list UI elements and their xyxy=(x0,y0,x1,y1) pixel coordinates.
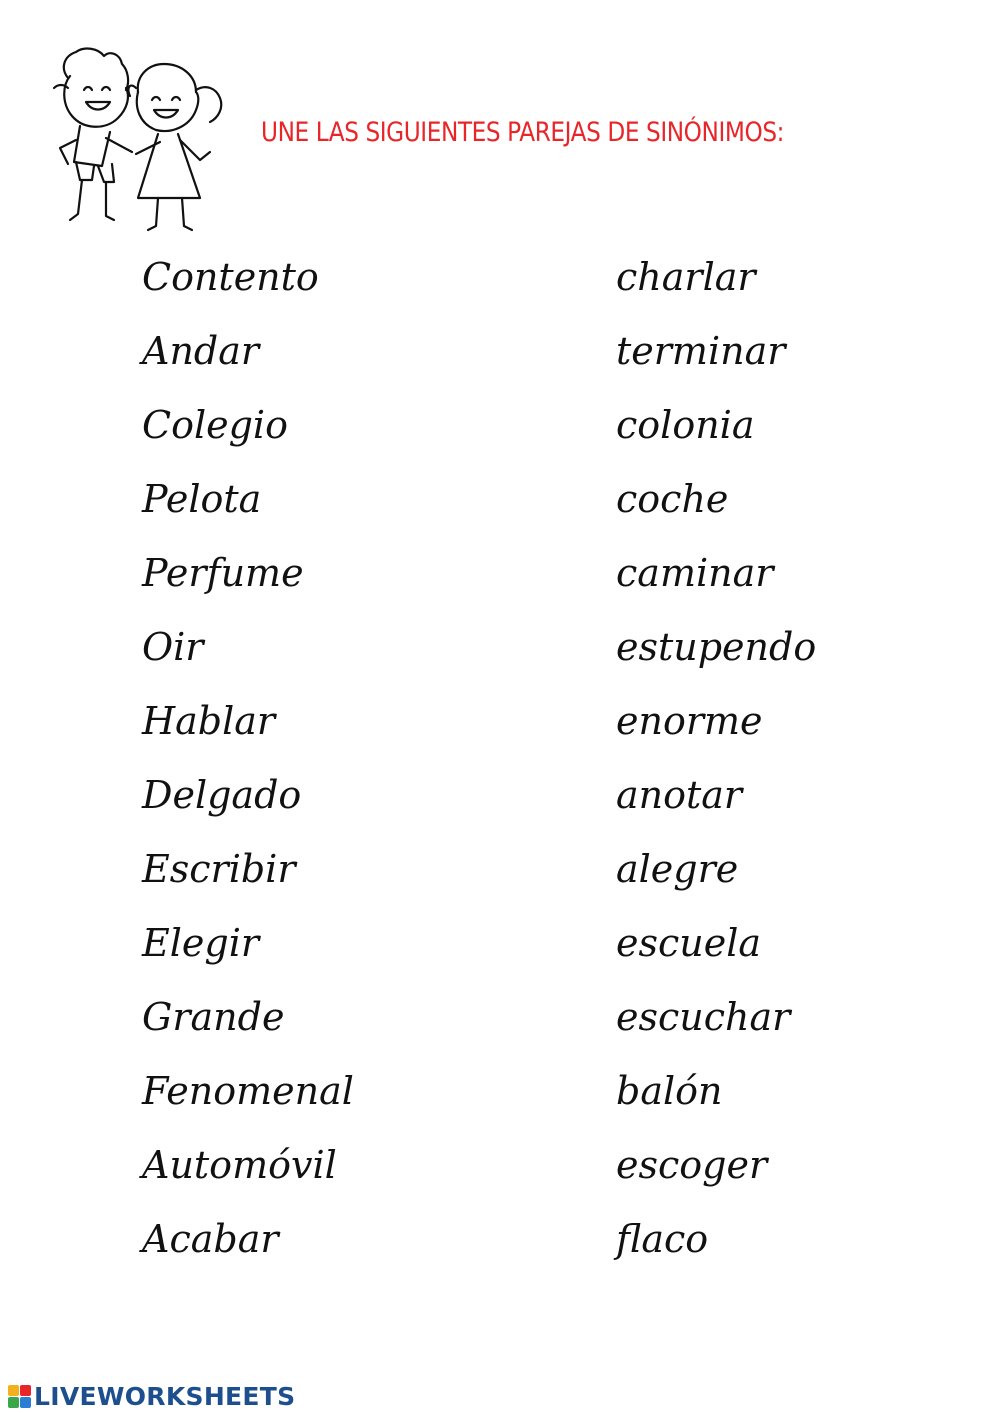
logo-text: LIVEWORKSHEETS xyxy=(34,1381,296,1411)
left-word[interactable]: Automóvil xyxy=(142,1143,337,1187)
right-word[interactable]: flaco xyxy=(616,1217,709,1261)
right-word[interactable]: caminar xyxy=(616,551,774,595)
right-word[interactable]: escuchar xyxy=(616,995,791,1039)
right-word[interactable]: escoger xyxy=(616,1143,768,1187)
right-word[interactable]: alegre xyxy=(616,847,739,891)
left-word[interactable]: Elegir xyxy=(142,921,260,965)
right-word[interactable]: estupendo xyxy=(616,625,817,669)
right-word[interactable]: charlar xyxy=(616,255,756,299)
left-word[interactable]: Hablar xyxy=(142,699,276,743)
boy-and-girl-holding-hands-icon xyxy=(40,38,250,238)
right-word[interactable]: anotar xyxy=(616,773,743,817)
left-word[interactable]: Colegio xyxy=(142,403,288,447)
left-word[interactable]: Acabar xyxy=(142,1217,279,1261)
left-word[interactable]: Andar xyxy=(142,329,260,373)
right-word[interactable]: terminar xyxy=(616,329,786,373)
right-word[interactable]: colonia xyxy=(616,403,755,447)
left-word[interactable]: Grande xyxy=(142,995,285,1039)
instruction-title: UNE LAS SIGUIENTES PAREJAS DE SINÓNIMOS: xyxy=(261,117,785,148)
left-word[interactable]: Delgado xyxy=(142,773,302,817)
right-word[interactable]: balón xyxy=(616,1069,723,1113)
right-word[interactable]: escuela xyxy=(616,921,762,965)
left-word[interactable]: Escribir xyxy=(142,847,296,891)
left-word[interactable]: Perfume xyxy=(142,551,304,595)
right-word[interactable]: coche xyxy=(616,477,729,521)
logo-grid-icon xyxy=(8,1385,31,1408)
left-word[interactable]: Contento xyxy=(142,255,319,299)
right-word[interactable]: enorme xyxy=(616,699,763,743)
left-word[interactable]: Pelota xyxy=(142,477,262,521)
left-word[interactable]: Oir xyxy=(142,625,204,669)
left-word[interactable]: Fenomenal xyxy=(142,1069,354,1113)
liveworksheets-logo xyxy=(8,1380,295,1412)
